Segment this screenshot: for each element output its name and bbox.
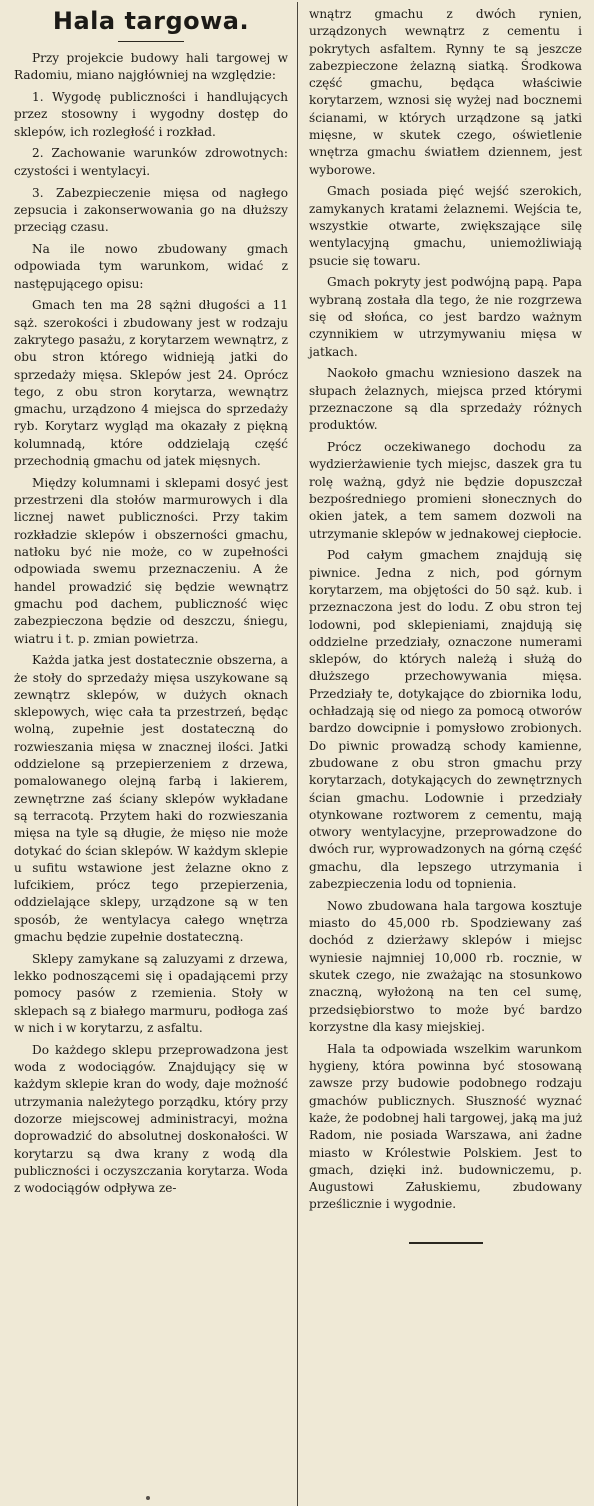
end-of-article-rule xyxy=(409,1242,483,1244)
paragraph: Do każdego sklepu przeprowadzona jest woda z wodociągów. Znajdujący się w każdym sklepie kran do wody, daje możność utrzymania należytego porządku, który przy dozorze miejscowej administracyi, można doprowadzić do absolutnej doskonałości. W korytarzu są dwa krany z wodą dla publiczności i oczyszczania korytarza. Woda z wodociągów odpływa ze- xyxy=(14,1042,288,1196)
ink-speck xyxy=(146,1496,150,1500)
paragraph: Między kolumnami i sklepami dosyć jest przestrzeni dla stołów marmurowych i dla licznej nawet publiczności. Przy takim rozkładzie sklepów i obszerności gmachu, natłoku być nie może, co w zupełności odpowiada swemu przeznaczeniu. A że handel prowadzić się będzie wewnątrz gmachu pod dachem, publiczność więc zabezpieczona będzie od deszczu, śniegu, wiatru i t. p. zmian powietrza. xyxy=(14,475,288,646)
paragraph: Gmach posiada pięć wejść szerokich, zamykanych kratami żelaznemi. Wejścia te, wszystkie otwarte, zwiększające silę wentylacyjną gmachu, uniemożliwiają psucie się towaru. xyxy=(309,184,582,268)
paragraph: Prócz oczekiwanego dochodu za wydzierżawienie tych miejsc, daszek gra tu rolę ważną, gdyż nie będzie dopuszczał bezpośredniego promieni słonecznych do okien jatek, a tem samem dozwoli na utrzymanie sklepów w jednakowej ciepłocie. xyxy=(309,440,582,541)
paragraph: Gmach ten ma 28 sążni długości a 11 sąż. szerokości i zbudowany jest w rodzaju zakrytego pasażu, z korytarzem wewnątrz, z obu stron którego widnieją jatki do sprzedaży mięsa. Sklepów jest 24. Oprócz tego, z obu stron korytarza, wewnątrz gmachu, urządzono 4 miejsca do sprzedaży ryb. Korytarz wygląd ma okazały z piękną kolumnadą, które oddzielają część przechodnią gmachu od jatek mięsnych. xyxy=(14,298,288,469)
paragraph: Nowo zbudowana hala targowa kosztuje miasto do 45,000 rb. Spodziewany zaś dochód z dzierżawy sklepów i miejsc wyniesie najmniej 10,000 rb. rocznie, w skutek czego, nie zważając na stosunkowo znaczną, wyłożoną na ten cel sumę, przedsiębiorstwo to może być bardzo korzystne dla kasy miejskiej. xyxy=(309,898,582,1034)
paragraph: Sklepy zamykane są zaluzyami z drzewa, lekko podnoszącemi się i opadającemi przy pomocy pasów z rzemienia. Stoły w sklepach są z białego marmuru, podłoga zaś w nich i w korytarzu, z asfaltu. xyxy=(14,951,288,1036)
paragraph: Przy projekcie budowy hali targowej w Radomiu, miano najgłówniej na względzie: xyxy=(14,51,288,83)
paragraph: 3. Zabezpieczenie mięsa od nagłego zepsucia i zakonserwowania go na dłuższy przeciąg czasu. xyxy=(14,185,288,235)
paragraph: Każda jatka jest dostatecznie obszerna, a że stoły do sprzedaży mięsa uszykowane są zewnątrz sklepów, w dużych oknach sklepowych, więc cała ta przestrzeń, będąc wolną, zupełnie jest dostateczną do rozwieszania mięsa w znacznej ilości. Jatki oddzielone są przepierzeniem z drzewa, pomalowanego olejną farbą i lakierem, zewnętrzne zaś ściany sklepów wykładane są terracotą. Przytem haki do rozwieszania mięsa na tyle są długie, że mięso nie może dotykać do ścian sklepów. W każdym sklepie u sufitu wstawione jest żelazne okno z lufcikiem, prócz tego przepierzenia, oddzielające sklepy, urządzone są w ten sposób, że wentylacya całego wnętrza gmachu będzie zupełnie dostateczną. xyxy=(14,653,288,945)
paragraph: Naokoło gmachu wzniesiono daszek na słupach żelaznych, miejsca przed którymi przeznaczone są dla sprzedaży różnych produktów. xyxy=(309,366,582,433)
paragraph-continuation: wnątrz gmachu z dwóch rynien, urządzonych wewnątrz z cementu i pokrytych asfaltem. Rynny te są jeszcze zabezpieczone żelazną siatką. Środkowa część gmachu, będąca właściwie korytarzem, wznosi się wyżej nad bocznemi ścianami, w których urządzone są jatki mięsne, w skutek czego, oświetlenie wnętrza gmachu światłem dziennem, jest wyborowe. xyxy=(309,7,582,177)
right-column xyxy=(299,0,594,1506)
title-underline xyxy=(118,41,184,42)
paragraph: Gmach pokryty jest podwójną papą. Papa wybraną została dla tego, że nie rozgrzewa się od słońca, co jest bardzo ważnym czynnikiem w utrzymywaniu mięsa w jatkach. xyxy=(309,275,582,359)
paragraph: Pod całym gmachem znajdują się piwnice. Jedna z nich, pod górnym korytarzem, ma objętości do 50 sąż. kub. i przeznaczona jest do lodu. Z obu stron tej lodowni, pod sklepieniami, znajdują się oddzielne przedziały, oznaczone numerami sklepów, do których należą i służą do dłuższego przechowywania mięsa. Przedziały te, dotykające do zbiornika lodu, ochładzają się od niego za pomocą otworów bardzo dowcipnie i pomysłowo zrobionych. Do piwnic prowadzą schody kamienne, zbudowane z obu stron gmachu przy korytarzach, dotykających do zewnętrznych ścian gmachu. Lodownie i przedziały otynkowane roztworem z cementu, mają otwory wentylacyjne, przeprowadzone do dwóch rur, wyprowadzonych na górną część gmachu, dla lepszego utrzymania i zabezpieczenia lodu od topnienia. xyxy=(309,548,582,892)
paragraph: Na ile nowo zbudowany gmach odpowiada tym warunkom, widać z następującego opisu: xyxy=(14,241,288,291)
paragraph: Hala ta odpowiada wszelkim warunkom hygieny, która powinna być stosowaną zawsze przy budowie podobnego rodzaju gmachów publicznych. Słuszność wyznać każe, że podobnej hali targowej, jaką ma już Radom, nie posiada Warszawa, ani żadne miasto w Królestwie Polskiem. Jest to gmach, dzięki inż. budowniczemu, p. Augustowi Załuskiemu, zbudowany prześlicznie i wygodnie. xyxy=(309,1041,582,1212)
column-divider xyxy=(297,2,298,1506)
article-title: Hala targowa. xyxy=(52,7,250,35)
paragraph: 1. Wygodę publiczności i handlujących przez stosowny i wygodny dostęp do sklepów, ich rozległość i rozkład. xyxy=(14,90,288,139)
paragraph: 2. Zachowanie warunków zdrowotnych: czystości i wentylacyi. xyxy=(14,146,288,178)
